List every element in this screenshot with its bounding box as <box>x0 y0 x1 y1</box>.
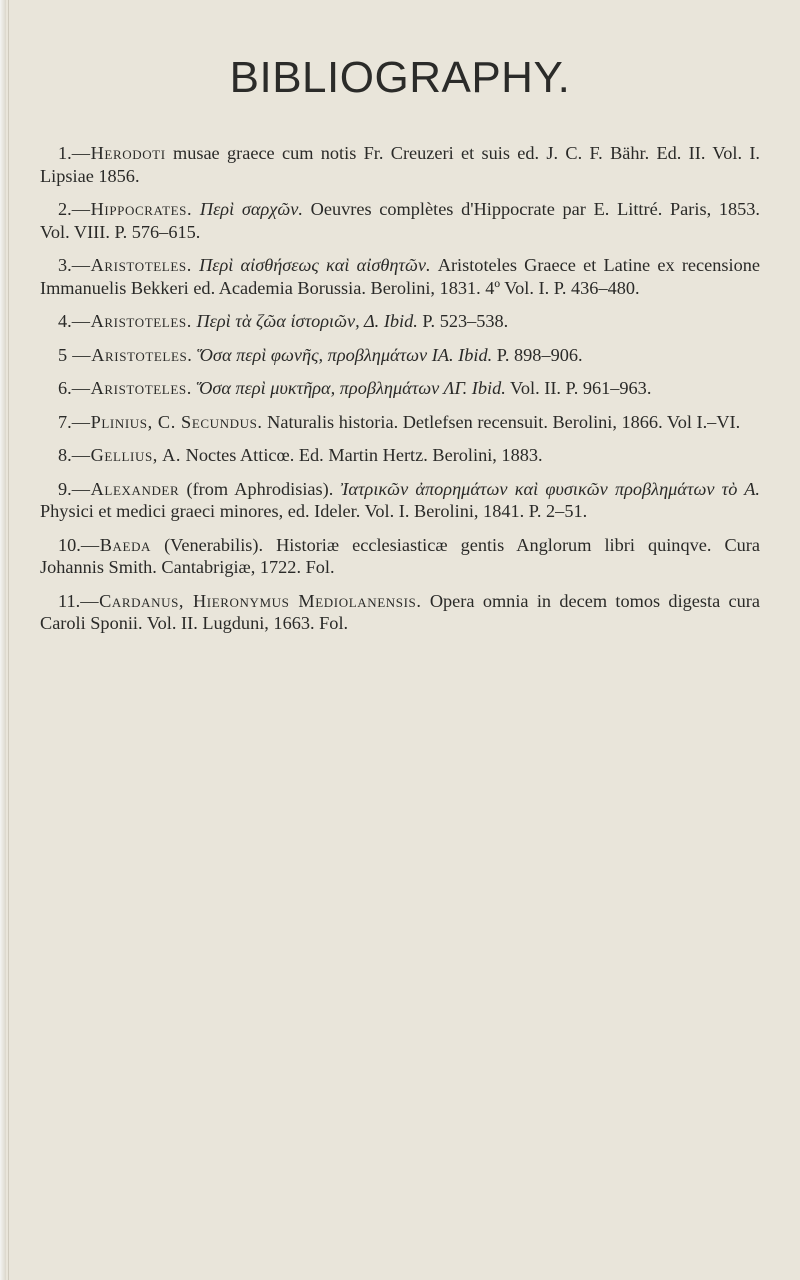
bibliography-list <box>40 142 760 646</box>
page-title: BIBLIOGRAPHY. <box>229 53 571 102</box>
entry-greek-title: Περὶ τὰ ζῶα ἱστοριῶν, Δ. <box>191 311 380 331</box>
entry-author: —Plinius, C. Secundus. <box>71 411 263 432</box>
entry-text: Aristoteles Graece et Latine ex recensione Immanuelis Bekkeri ed. Academia Borussia. Berolini, 1831. 4º Vol. I. P. 436–480. <box>40 255 760 298</box>
entry-greek-title: Περὶ σαρχῶν. <box>192 199 303 219</box>
bibliography-entry-10 <box>40 534 760 579</box>
entry-text: P. 898–906. <box>492 344 583 365</box>
entry-author: —Aristoteles. <box>71 378 192 398</box>
bibliography-entry-11 <box>40 590 760 635</box>
entry-author: —Alexander <box>71 478 180 499</box>
entry-author-note: (from Aphrodisias). <box>179 478 334 499</box>
entry-number: 8. <box>58 445 72 465</box>
entry-text: Noctes Atticœ. Ed. Martin Hertz. Berolini, 1883. <box>181 445 543 465</box>
entry-text: Physici et medici graeci minores, ed. Ideler. Vol. I. Berolini, 1841. P. 2–51. <box>40 501 588 521</box>
page-edge <box>0 0 6 1280</box>
bibliography-entry-3 <box>40 254 760 299</box>
entry-text: Opera omnia in decem tomos digesta cura Caroli Sponii. Vol. II. Lugduni, 1663. Fol. <box>40 590 760 633</box>
bibliography-entry-8 <box>40 444 760 467</box>
bibliography-entry-6 <box>40 377 760 400</box>
entry-author: —Aristoteles. <box>67 344 193 365</box>
entry-number: 1. <box>58 143 72 163</box>
entry-number: 10. <box>58 534 81 555</box>
page-edge-line <box>8 0 9 1280</box>
entry-number: 6. <box>58 378 72 398</box>
entry-greek-title: Ὅσα περὶ μυκτῆρα, προβλημάτων ΛΓ. <box>191 378 468 398</box>
entry-text: Naturalis historia. Detlefsen recensuit. Berolini, 1866. Vol I.–VI. <box>262 411 741 432</box>
entry-number: 2. <box>58 199 72 219</box>
entry-ibid: Ibid. <box>379 311 418 331</box>
entry-ibid: Ibid. <box>453 344 493 365</box>
entry-author: —Baeda <box>80 534 152 555</box>
entry-author: —Aristoteles. <box>71 255 192 275</box>
bibliography-entry-2 <box>40 198 760 243</box>
bibliography-entry-1 <box>40 142 760 187</box>
entry-author: —Gellius, A. <box>71 445 182 465</box>
entry-greek-title: Περὶ αἰσθήσεως καὶ αἰσθητῶν. <box>191 255 431 275</box>
entry-number: 3. <box>58 255 72 275</box>
entry-number: 4. <box>58 311 72 331</box>
entry-text: Oeuvres complètes d'Hippocrate par E. Littré. Paris, 1853. Vol. VIII. P. 576–615. <box>40 199 761 242</box>
entry-text: musae graece cum notis Fr. Creuzeri et suis ed. J. C. F. Bähr. Ed. II. Vol. I. Lipsiae 1856. <box>40 143 760 186</box>
entry-number: 11. <box>58 590 81 611</box>
entry-author: —Herodoti <box>71 143 166 163</box>
entry-number: 9. <box>58 478 72 499</box>
entry-author: —Aristoteles. <box>71 311 192 331</box>
entry-number: 7. <box>58 411 72 432</box>
entry-text: P. 523–538. <box>417 311 509 331</box>
entry-author: —Hippocrates. <box>71 199 193 219</box>
entry-text: Vol. II. P. 961–963. <box>505 378 652 398</box>
entry-number: 5 <box>58 344 68 365</box>
bibliography-entry-9 <box>40 478 760 523</box>
entry-ibid: Ibid. <box>467 378 506 398</box>
entry-author: —Cardanus, Hieronymus Mediolanensis. <box>80 590 422 611</box>
bibliography-entry-7 <box>40 411 760 434</box>
entry-greek-title: Ὅσα περὶ φωνῆς, προβλημάτων ΙΑ. <box>192 344 454 365</box>
bibliography-entry-4 <box>40 310 760 333</box>
entry-greek-title: Ἰατρικῶν ἀπορημάτων καὶ φυσικῶν προβλημάτων τὸ Α. <box>333 478 760 499</box>
entry-text: (Venerabilis). Historiæ ecclesiasticæ gentis Anglorum libri quinqve. Cura Johannis Smith. Cantabrigiæ, 1722. Fol. <box>40 534 760 577</box>
bibliography-entry-5 <box>40 344 760 367</box>
